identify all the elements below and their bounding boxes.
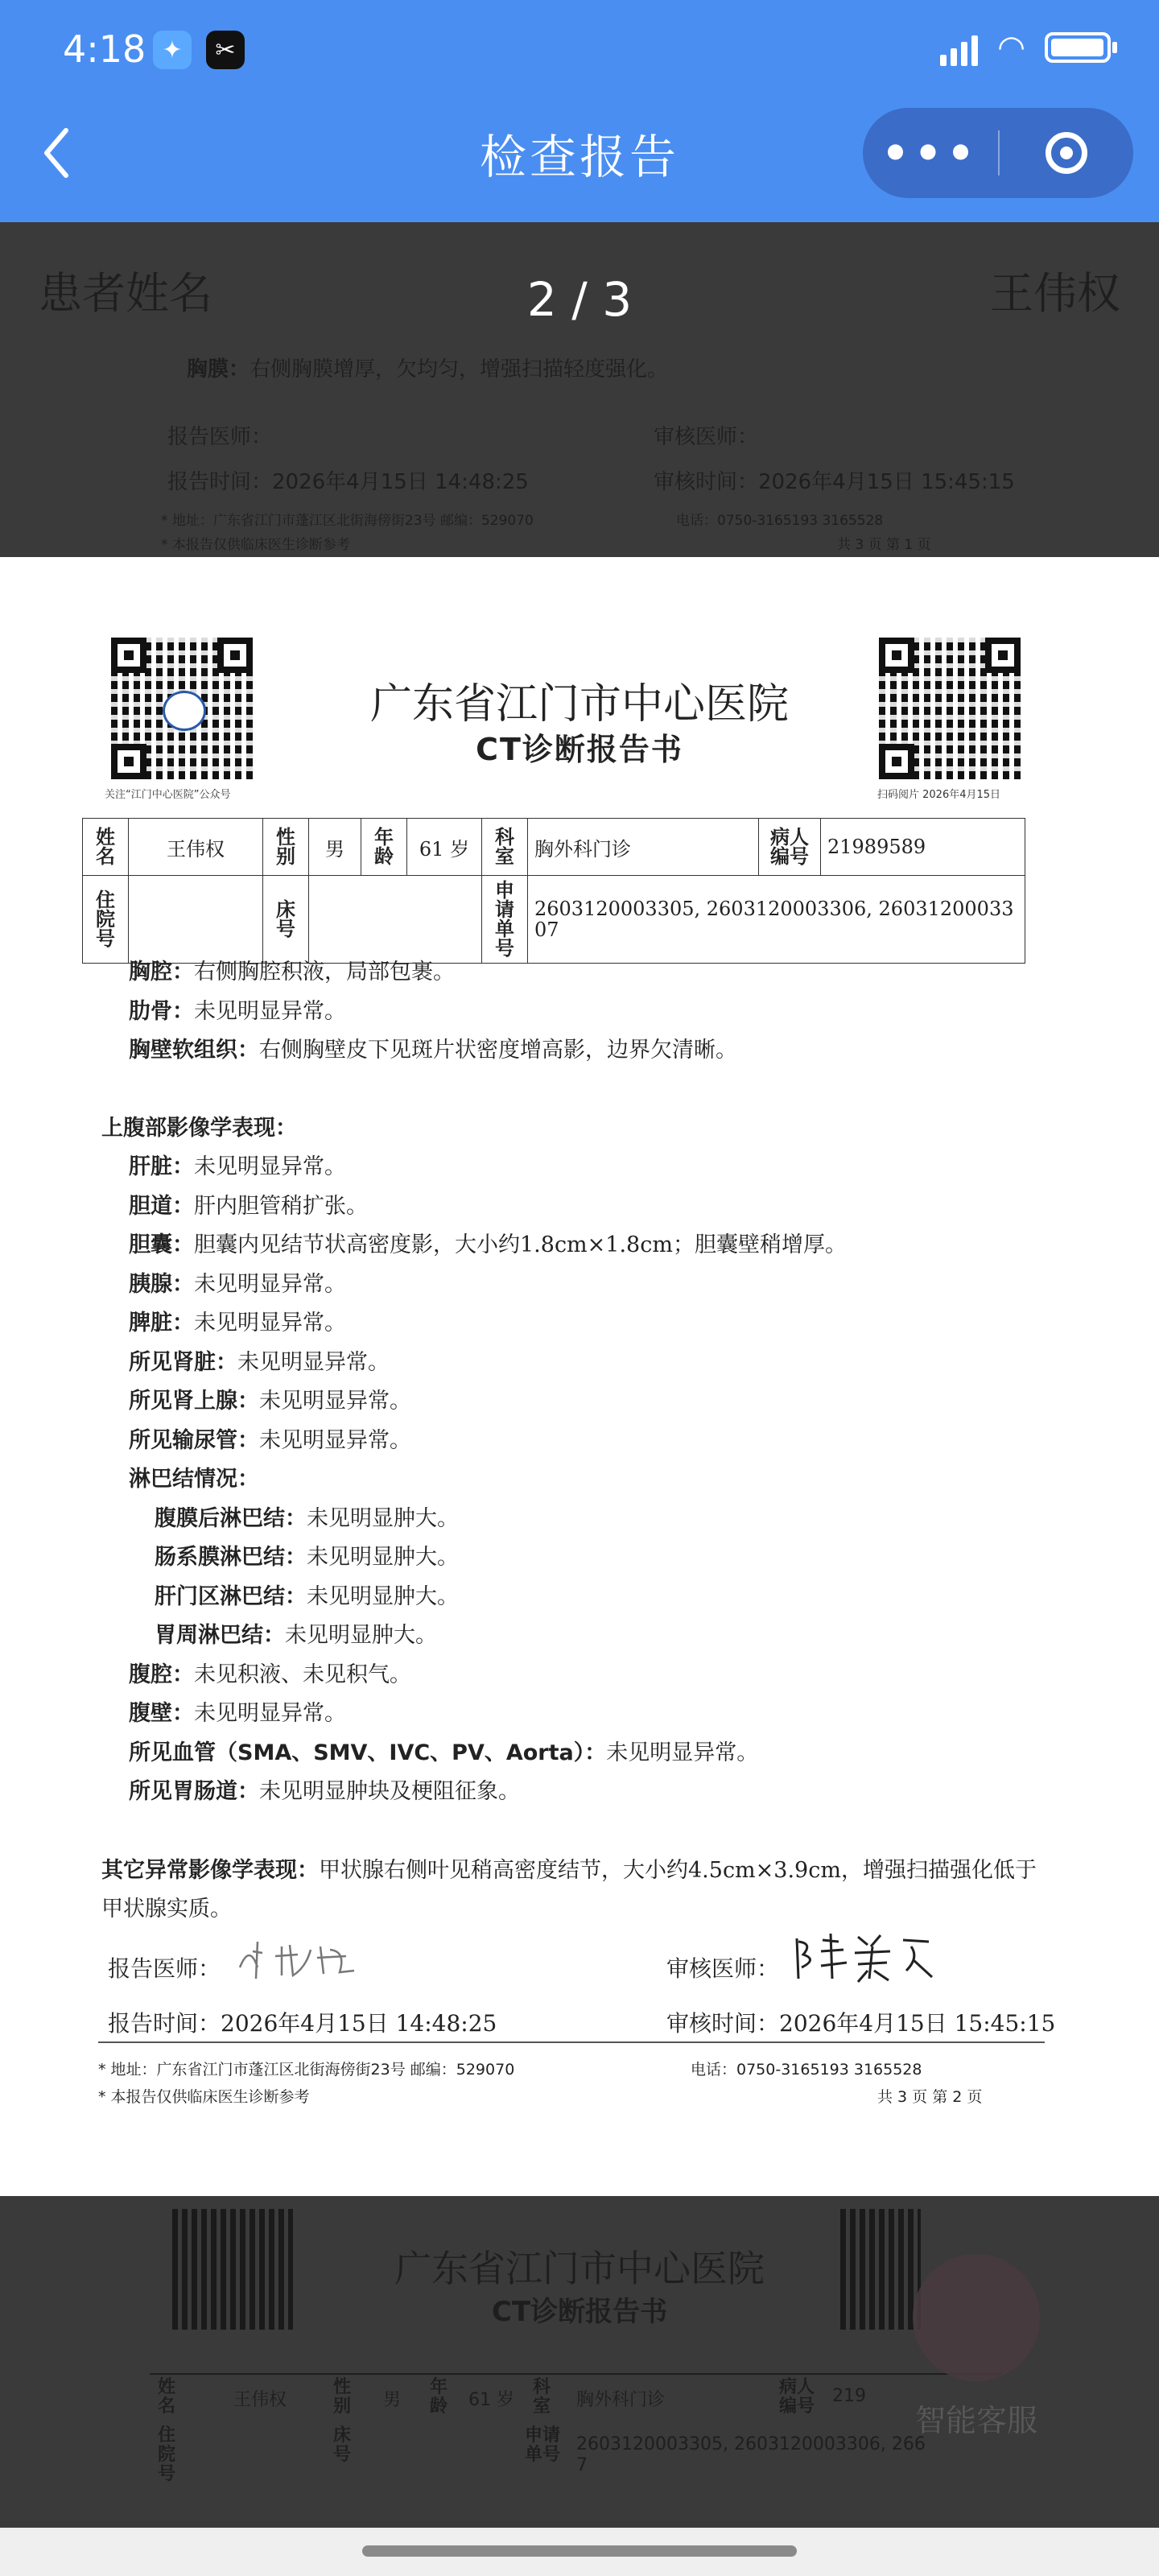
finding-label: 胸腔： [129,960,194,985]
finding-text: 肝内胆管稍扩张。 [194,1193,368,1219]
next-request-value: 2603120003305, 2603120003306, 266 [576,2434,926,2454]
prev-reporter-label: 报告医师： [167,425,273,449]
finding-line [101,993,1051,1032]
footer-note: * 本报告仅供临床医生诊断参考 [98,2088,310,2106]
page-title: 检查报告 [479,130,679,184]
finding-label: 所见肾脏： [129,1349,237,1375]
dept-value: 胸外科门诊 [528,819,759,876]
prev-review-time: 2026年4月15日 15:45:15 [758,470,1015,494]
finding-line [101,1460,1051,1500]
finding-text: 未见明显肿大。 [307,1583,459,1609]
finding-label: 上腹部影像学表现： [101,1115,297,1141]
next-pid-value: 219 [832,2386,866,2406]
report-page[interactable] [0,557,1159,2196]
finding-text: 未见积液、未见积气。 [194,1662,411,1687]
patient-id-value: 21989589 [821,819,1025,876]
next-report-title: CT诊断报告书 [491,2296,668,2328]
next-pid-label: 病人编号 [779,2377,815,2417]
patient-id-label: 病人编号 [759,819,821,876]
finding-text: 未见明显肿大。 [285,1623,437,1648]
name-value: 王伟权 [129,819,263,876]
review-time-label: 审核时间： [666,2010,780,2037]
review-time-value: 2026年4月15日 15:45:15 [779,2010,1056,2037]
reporter-label: 报告医师： [108,1955,221,1982]
sex-value: 男 [309,819,361,876]
reviewer-signature [790,1930,935,1987]
finding-line [101,1500,1051,1539]
finding-label: 腹膜后淋巴结： [155,1505,307,1531]
finding-label: 腹腔： [129,1662,194,1687]
blank-line [101,1071,1051,1109]
mini-program-capsule [863,108,1133,198]
prev-footer-tel: 电话：0750-3165193 3165528 [676,513,884,529]
finding-text: 未见明显异常。 [194,1701,346,1726]
finding-text: 未见明显异常。 [259,1389,411,1414]
finding-line [101,1344,1051,1383]
next-bed-label: 床号 [333,2425,352,2465]
footer-page: 共 3 页 第 2 页 [877,2088,983,2106]
app-notification-icon: ✦ [153,31,192,69]
finding-label: 脾脏： [129,1311,194,1335]
next-dept-value: 胸外科门诊 [576,2390,666,2410]
finding-text: 右侧胸腔积液，局部包裹。 [194,960,455,985]
next-age-value: 61 岁 [468,2390,514,2410]
finding-text: 未见明显异常。 [194,1154,346,1179]
bed-label: 床号 [263,876,309,964]
report-time-value: 2026年4月15日 14:48:25 [221,2010,497,2037]
next-hospital-name: 广东省江门市中心医院 [394,2247,765,2290]
finding-text: 未见明显异常。 [194,1311,346,1335]
finding-line [101,1187,1051,1227]
next-sex-value: 男 [383,2390,402,2410]
patient-name-label: 患者姓名 [39,268,212,319]
finding-label: 胸壁软组织： [129,1038,259,1063]
prev-footer-address: * 地址：广东省江门市蓬江区北街海傍街23号 邮编：529070 [161,513,534,529]
request-value: 2603120003305, 2603120003306, 2603120003307 [528,876,1025,964]
top-bar [0,0,1159,222]
footer-tel: 电话：0750-3165193 3165528 [691,2061,922,2079]
finding-line [101,1382,1051,1422]
finding-line [101,1695,1051,1734]
finding-label: 肋骨： [129,998,194,1024]
finding-label: 胰腺： [129,1271,194,1297]
next-request-label: 申请单号 [525,2425,561,2465]
finding-label: 所见输尿管： [129,1427,259,1453]
prev-reviewer-label: 审核医师： [654,425,759,449]
close-button[interactable] [1000,132,1133,174]
other-findings-text: 甲状腺右侧叶见稍高密度结节，大小约4.5cm×3.9cm，增强扫描强化低于甲状腺实质。 [101,1858,1037,1922]
finding-label: 所见肾上腺： [129,1389,259,1414]
finding-line [101,1265,1051,1305]
next-ward-label: 住院号 [158,2425,176,2484]
prev-footer-page: 共 3 页 第 1 页 [837,537,931,553]
name-label: 姓名 [83,819,129,876]
customer-service-avatar [913,2254,1040,2381]
finding-line [101,1031,1051,1071]
footer-divider [98,2041,1045,2043]
patient-name-value: 王伟权 [990,268,1120,319]
next-sex-label: 性别 [333,2377,352,2417]
next-dept-label: 科室 [533,2377,551,2417]
finding-line [101,1109,1051,1149]
qr-right-caption: 扫码阅片 2026年4月15日 [877,789,1001,801]
status-time: 4:18 [63,27,146,71]
battery-icon [1045,32,1111,63]
findings-section [101,953,1051,1812]
finding-label: 胆囊： [129,1232,194,1257]
next-name-label: 姓名 [158,2377,176,2417]
home-indicator[interactable] [362,2545,797,2557]
wifi-icon: ◠ [997,29,1025,66]
signal-icon [940,29,978,66]
other-findings-label: 其它异常影像学表现： [101,1858,319,1883]
finding-label: 所见胃肠道： [129,1779,259,1804]
finding-text: 未见明显异常。 [259,1427,411,1453]
finding-line [101,1773,1051,1812]
finding-line [101,1148,1051,1187]
finding-text: 未见明显肿大。 [307,1545,459,1570]
finding-line [101,1616,1051,1656]
finding-line [101,1422,1051,1461]
capcut-icon: ✂ [206,31,245,69]
prev-line-label: 胸膜： [187,357,250,382]
status-app-icons [153,31,245,69]
finding-text: 未见明显肿块及梗阻征象。 [259,1779,520,1804]
customer-service-label: 智能客服 [914,2403,1037,2438]
finding-label: 腹壁： [129,1701,194,1726]
prev-report-time: 2026年4月15日 14:48:25 [272,470,529,494]
finding-line [101,953,1051,993]
next-table-line [150,2373,1003,2375]
request-label: 申请单号 [482,876,528,964]
reporter-signature [233,1935,370,1984]
finding-line [101,1578,1051,1617]
prev-line-text: 右侧胸膜增厚，欠均匀，增强扫描轻度强化。 [250,357,669,382]
finding-text: 未见明显异常。 [194,1271,346,1297]
prev-review-time-label: 审核时间： [654,470,759,494]
finding-line [101,1304,1051,1344]
report-title: CT诊断报告书 [476,732,683,767]
next-name-value: 王伟权 [233,2390,287,2410]
finding-text: 右侧胸壁皮下见斑片状密度增高影，边界欠清晰。 [259,1038,737,1063]
finding-label: 肝门区淋巴结： [155,1583,307,1609]
customer-service-button[interactable] [908,2254,1045,2455]
finding-line [101,1538,1051,1578]
patient-info-table [82,818,1025,964]
footer-address: * 地址：广东省江门市蓬江区北街海傍街23号 邮编：529070 [98,2061,515,2079]
next-age-label: 年龄 [430,2377,448,2417]
page-counter: 2 / 3 [526,272,633,327]
finding-label: 肝脏： [129,1154,194,1179]
age-value: 61 岁 [407,819,482,876]
finding-line [101,1656,1051,1695]
ward-label: 住院号 [83,876,129,964]
finding-label: 胆道： [129,1193,194,1219]
dept-label: 科室 [482,819,528,876]
sex-label: 性别 [263,819,309,876]
target-icon [1046,132,1087,174]
finding-label: 胃周淋巴结： [155,1623,285,1648]
finding-text: 未见明显肿大。 [307,1505,459,1531]
prev-report-time-label: 报告时间： [167,470,273,494]
hospital-name: 广东省江门市中心医院 [369,680,789,729]
finding-line [101,1734,1051,1773]
prev-footer-note: * 本报告仅供临床医生诊断参考 [161,537,350,553]
finding-text: 未见明显异常。 [237,1349,390,1375]
ward-value [129,876,263,964]
age-label: 年龄 [361,819,407,876]
finding-label: 淋巴结情况： [129,1467,259,1492]
next-request-cont: 7 [576,2455,588,2475]
finding-line [101,1226,1051,1265]
bed-value [309,876,482,964]
qr-left-caption: 关注“江门中心医院”公众号 [105,789,231,801]
other-findings [101,1852,1051,1929]
finding-text: 未见明显异常。 [194,998,346,1024]
finding-text: 未见明显异常。 [606,1740,759,1765]
reviewer-label: 审核医师： [666,1955,780,1982]
finding-label: 肠系膜淋巴结： [155,1545,307,1570]
more-button[interactable] [863,128,998,179]
report-time-label: 报告时间： [108,2010,221,2037]
finding-label: 所见血管（SMA、SMV、IVC、PV、Aorta）： [129,1740,607,1765]
finding-text: 胆囊内见结节状高密度影，大小约1.8cm×1.8cm；胆囊壁稍增厚。 [194,1232,847,1257]
status-indicators [940,29,1111,66]
more-icon: ••• [881,127,980,179]
